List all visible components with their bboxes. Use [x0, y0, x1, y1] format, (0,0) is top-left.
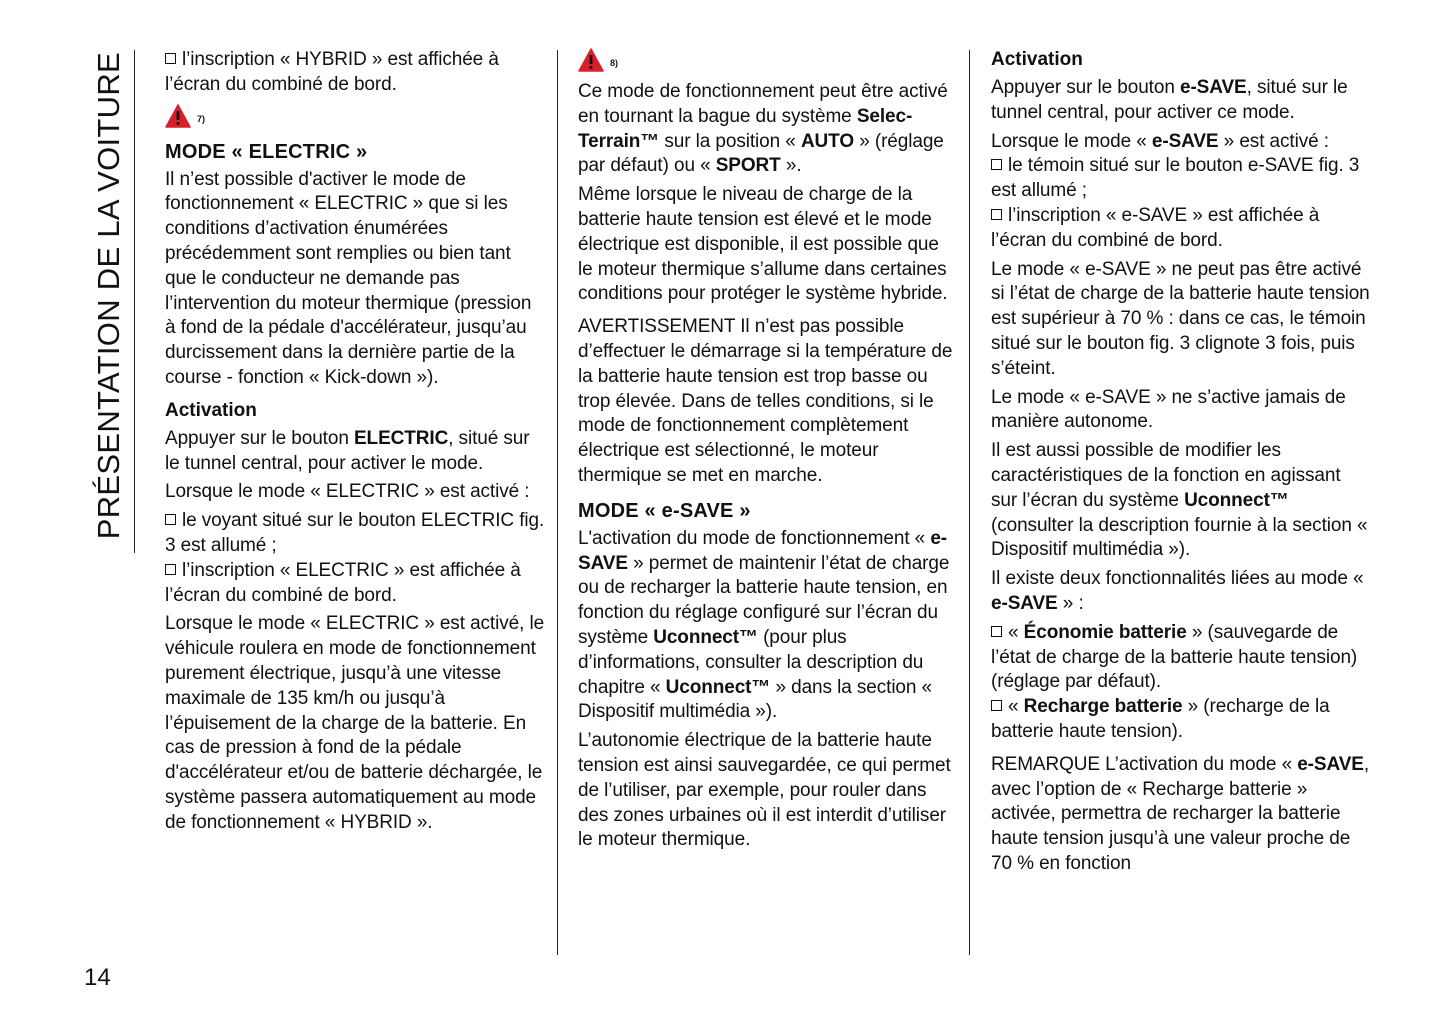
warning-ref-8: [578, 48, 958, 72]
selec-terrain-paragraph: Ce mode de fonctionnement peut être activé en tournant la bague du système Selec-Terrain™ sur la position « AUTO » (réglage par défaut) ou « SPORT ».: [578, 81, 948, 177]
electric-bullet-1: le voyant situé sur le bouton ELECTRIC fig. 3 est allumé ;: [165, 510, 545, 556]
column-1: [165, 48, 545, 840]
bullet-icon: [165, 53, 176, 64]
electric-result: Lorsque le mode « ELECTRIC » est activé, le véhicule roulera en mode de fonctionnement purement électrique, jusqu’à une vitesse maximale de 135 km/h ou jusqu’à l’épuisement de la charge de la batterie. En cas de pression à fond de la pédale d'accélérateur et/ou de batterie déchargée, le système passera automatiquement au mode de fonctionnement « HYBRID ».: [165, 613, 545, 833]
bullet-icon: [991, 700, 1002, 711]
column-divider-1: [557, 50, 558, 955]
column-2: [578, 48, 958, 857]
esave-intro: L'activation du mode de fonctionnement « e-SAVE » permet de maintenir l’état de charge ou de recharger la batterie haute tension, en fonction du réglage configuré sur l’écran du système Uconnect™ (pour plus d’informations, consulter la description du chapitre « Uconnect™ » dans la section « Dispositif multimédia »).: [578, 527, 950, 723]
electric-when-active: Lorsque le mode « ELECTRIC » est activé :: [165, 481, 530, 503]
autonomy-paragraph: L’autonomie électrique de la batterie haute tension est ainsi sauvegardée, ce qui permet de l’utiliser, par exemple, pour rouler dans des zones urbaines où il est interdit d’utiliser le moteur thermique.: [578, 730, 951, 851]
esave-mode-heading: MODE « e-SAVE »: [578, 499, 751, 522]
bullet-icon: [991, 159, 1002, 170]
bullet-icon: [991, 626, 1002, 637]
esave-when-active: Lorsque le mode « e-SAVE » est activé :: [991, 130, 1329, 152]
warning-triangle-icon: [578, 48, 604, 72]
thermal-engine-note: Même lorsque le niveau de charge de la batterie haute tension est élevé et le mode électrique est disponible, il est possible que le moteur thermique s’allume dans certaines conditions pour protéger le système hybride.: [578, 184, 948, 305]
electric-press-instruction: Appuyer sur le bouton ELECTRIC, situé sur le tunnel central, pour activer le mode.: [165, 427, 530, 474]
warning-ref-7: [165, 104, 545, 128]
hybrid-display-line: l’inscription « HYBRID » est affichée à l’écran du combiné de bord.: [165, 49, 499, 95]
electric-intro: Il n’est possible d'activer le mode de fonctionnement « ELECTRIC » que si les conditions d’activation énumérées précédemment sont remplies ou bien tant que le conducteur ne demande pas l’intervention du moteur thermique (pression à fond de la pédale d'accélérateur, jusqu’au durcissement dans la dernière partie de la course - fonction « Kick-down »).: [165, 168, 532, 388]
esave-cannot-activate: Le mode « e-SAVE » ne peut pas être activé si l’état de charge de la batterie haute tension est supérieur à 70 % : dans ce cas, le témoin situé sur le bouton fig. 3 clignote 3 fois, puis s’éteint.: [991, 258, 1370, 379]
esave-press-instruction: Appuyer sur le bouton e-SAVE, situé sur le tunnel central, pour activer ce mode.: [991, 77, 1348, 123]
esave-bullet-1: le témoin situé sur le bouton e-SAVE fig. 3 est allumé ;: [991, 155, 1360, 202]
esave-option-economie: « Économie batterie » (sauvegarde de l’état de charge de la batterie haute tension) (réglage par défaut).: [991, 621, 1358, 693]
bullet-icon: [991, 209, 1002, 220]
esave-never-auto: Le mode « e-SAVE » ne s’active jamais de manière autonome.: [991, 386, 1346, 433]
esave-two-features: Il existe deux fonctionnalités liées au mode « e-SAVE » :: [991, 568, 1364, 614]
remarque-note: REMARQUE L’activation du mode « e-SAVE, avec l’option de « Recharge batterie » activée, permettra de recharger la batterie haute tension jusqu’à une valeur proche de 70 % en fonction: [991, 753, 1370, 874]
side-title-text: PRÉSENTATION DE LA VOITURE: [91, 52, 126, 540]
esave-option-recharge: « Recharge batterie » (recharge de la batterie haute tension).: [991, 696, 1330, 742]
bullet-icon: [165, 514, 176, 525]
activation-heading: Activation: [991, 49, 1083, 70]
bullet-icon: [165, 564, 176, 575]
page-number: 14: [84, 964, 111, 991]
avertissement-note: AVERTISSEMENT Il n’est pas possible d’effectuer le démarrage si la température de la batterie haute tension est trop basse ou trop élevée. Dans de telles conditions, si le mode de fonctionnement complètement électrique est sélectionné, le moteur thermique se met en marche.: [578, 316, 953, 486]
warning-triangle-icon: [165, 104, 191, 128]
activation-heading: Activation: [165, 399, 257, 421]
column-divider-2: [969, 50, 970, 955]
side-title: [84, 50, 135, 553]
electric-mode-heading: MODE « ELECTRIC »: [165, 140, 368, 163]
column-3: [991, 48, 1371, 881]
warning-ref-label: 7): [197, 113, 206, 124]
esave-modify: Il est aussi possible de modifier les caractéristiques de la fonction en agissant sur l’écran du système Uconnect™ (consulter la description fournie à la section « Dispositif multimédia »).: [991, 440, 1368, 561]
electric-bullet-2: l’inscription « ELECTRIC » est affichée à l’écran du combiné de bord.: [165, 559, 521, 606]
esave-bullet-2: l’inscription « e-SAVE » est affichée à l’écran du combiné de bord.: [991, 204, 1320, 251]
warning-ref-label: 8): [610, 58, 619, 68]
